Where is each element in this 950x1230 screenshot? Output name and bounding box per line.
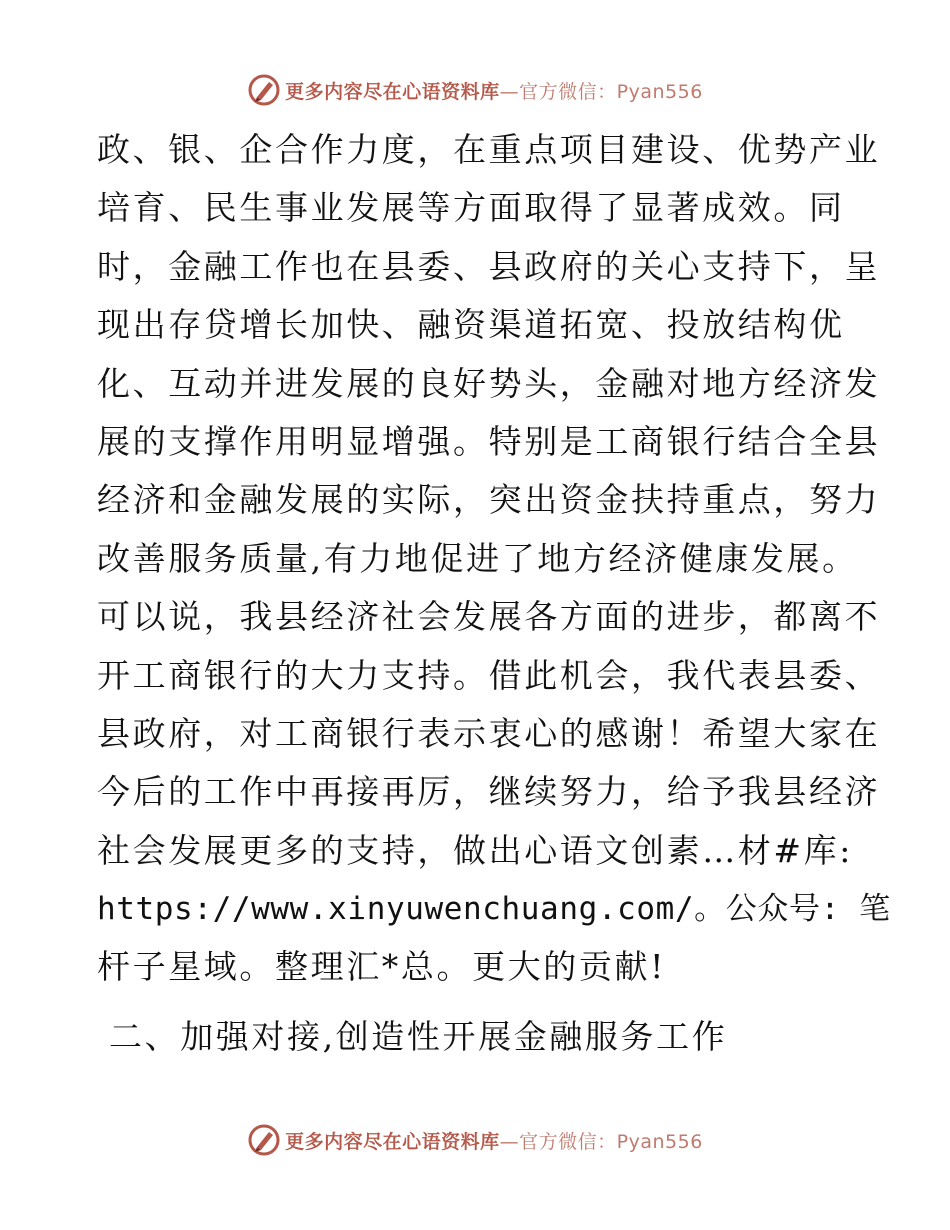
pen-logo-icon [247, 1123, 281, 1157]
section-heading: 二、加强对接,创造性开展金融服务工作 [109, 1017, 728, 1056]
body-line: 县政府，对工商银行表示衷心的感谢！希望大家在 [97, 713, 881, 753]
body-line: 化、互动并进发展的良好势头，金融对地方经济发 [97, 363, 881, 403]
footer-dash: — [499, 1130, 520, 1153]
body-line-url: https://www.xinyuwenchuang.com/。公众号: 笔 [97, 891, 891, 928]
header-watermark [0, 68, 950, 112]
body-line: 今后的工作中再接再厉，继续努力，给予我县经济 [97, 772, 881, 812]
body-line: 现出存贷增长加快、融资渠道拓宽、投放结构优 [97, 305, 845, 345]
header-watermark-text [285, 77, 703, 104]
document-body [97, 121, 891, 997]
body-line: 培育、民生事业发展等方面取得了显著成效。同 [97, 188, 845, 228]
body-line: 可以说，我县经济社会发展各方面的进步，都离不 [97, 597, 881, 637]
header-dash: — [499, 80, 520, 103]
footer-watermark [0, 1118, 950, 1162]
body-line: 社会发展更多的支持，做出心语文创素…材#库: [97, 830, 853, 870]
footer-wechat: 官方微信：Pyan556 [519, 1130, 703, 1153]
header-brand: 更多内容尽在心语资料库 [285, 80, 500, 103]
body-line: 展的支撑作用明显增强。特别是工商银行结合全县 [97, 421, 881, 461]
body-line: 政、银、企合作力度，在重点项目建设、优势产业 [97, 130, 881, 169]
body-line: 杆子星域。整理汇*总。更大的贡献! [97, 947, 666, 987]
pen-logo-icon [247, 73, 281, 107]
footer-watermark-text [285, 1127, 703, 1154]
body-line: 开工商银行的大力支持。借此机会，我代表县委、 [97, 655, 881, 695]
footer-brand: 更多内容尽在心语资料库 [285, 1130, 500, 1153]
body-line: 改善服务质量,有力地促进了地方经济健康发展。 [97, 538, 858, 578]
body-line: 经济和金融发展的实际，突出资金扶持重点，努力 [97, 480, 881, 520]
header-wechat: 官方微信：Pyan556 [519, 80, 703, 103]
body-line: 时，金融工作也在县委、县政府的关心支持下，呈 [97, 246, 881, 286]
